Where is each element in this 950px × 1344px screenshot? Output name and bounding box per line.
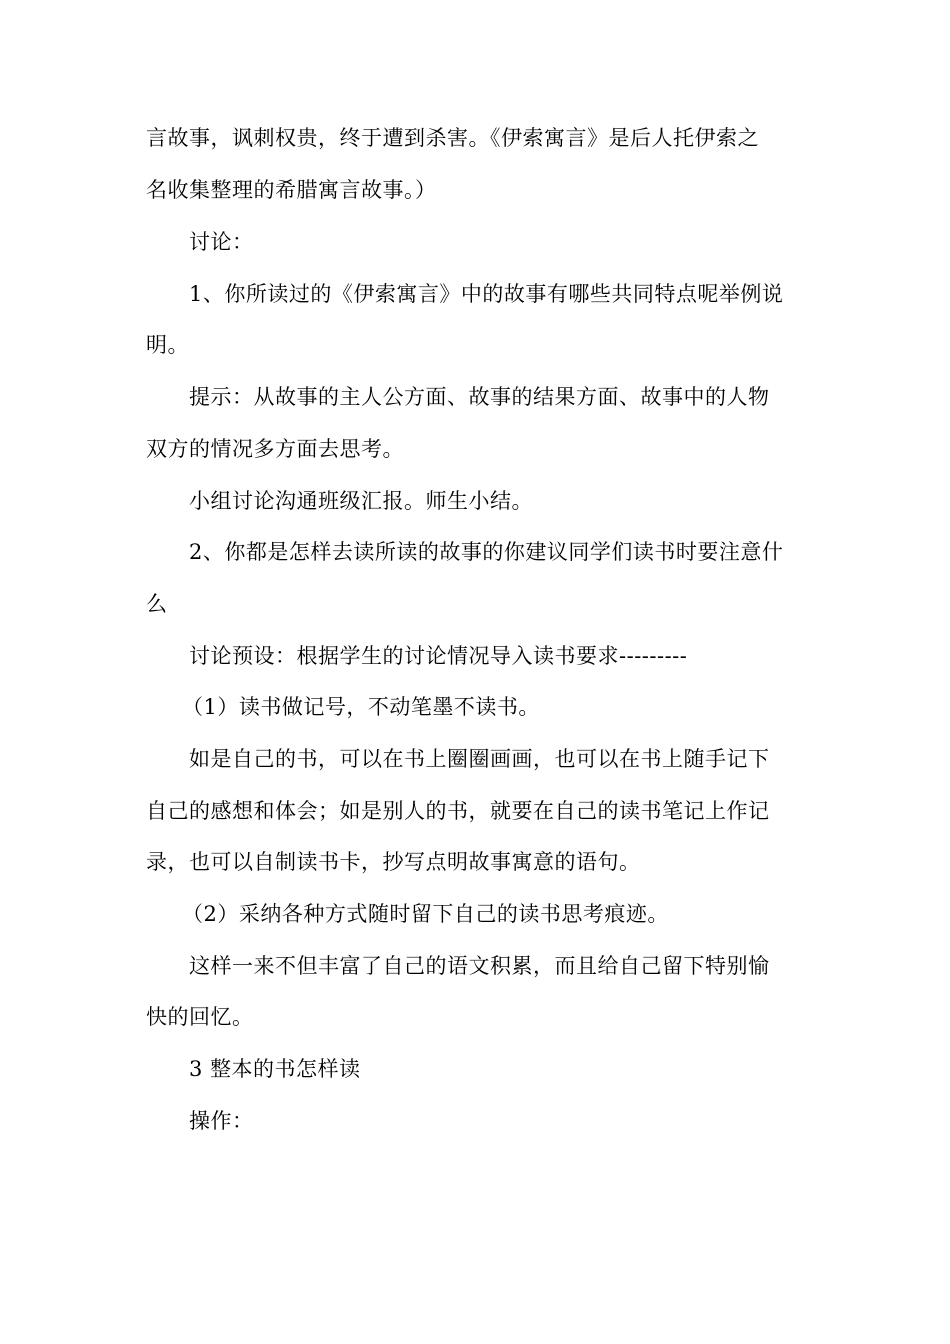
text-line: 讨论： — [189, 230, 254, 254]
text-line: 小组讨论沟通班级汇报。师生小结。 — [189, 489, 533, 513]
text-line: 2、你都是怎样去读所读的故事的你建议同学们读书时要注意什 — [189, 540, 784, 564]
text-line: 提示：从故事的主人公方面、故事的结果方面、故事中的人物 — [189, 385, 770, 409]
text-line: 明。 — [146, 333, 189, 357]
text-line: 这样一来不但丰富了自己的语文积累，而且给自己留下特别愉 — [189, 954, 770, 978]
text-line: 双方的情况多方面去思考。 — [146, 437, 404, 461]
text-line: 操作： — [189, 1109, 254, 1133]
text-line: 快的回忆。 — [146, 1005, 254, 1029]
text-line: （1）读书做记号，不动笔墨不读书。 — [182, 695, 540, 719]
text-line: 如是自己的书，可以在书上圈圈画画，也可以在书上随手记下 — [189, 747, 770, 771]
text-line: 1、你所读过的《伊索寓言》中的故事有哪些共同特点呢举例说 — [189, 282, 784, 306]
text-line: 录，也可以自制读书卡，抄写点明故事寓意的语句。 — [146, 850, 641, 874]
text-line: 讨论预设：根据学生的讨论情况导入读书要求--------- — [189, 644, 688, 668]
text-line: 名收集整理的希腊寓言故事。） — [146, 178, 437, 202]
text-line: 3 整本的书怎样读 — [189, 1057, 361, 1081]
text-line: 言故事，讽刺权贵，终于遭到杀害。《伊索寓言》是后人托伊索之 — [146, 126, 759, 150]
text-line: 么 — [146, 592, 168, 616]
text-line: （2）采纳各种方式随时留下自己的读书思考痕迹。 — [182, 902, 669, 926]
text-line: 自己的感想和体会；如是别人的书，就要在自己的读书笔记上作记 — [146, 799, 770, 823]
